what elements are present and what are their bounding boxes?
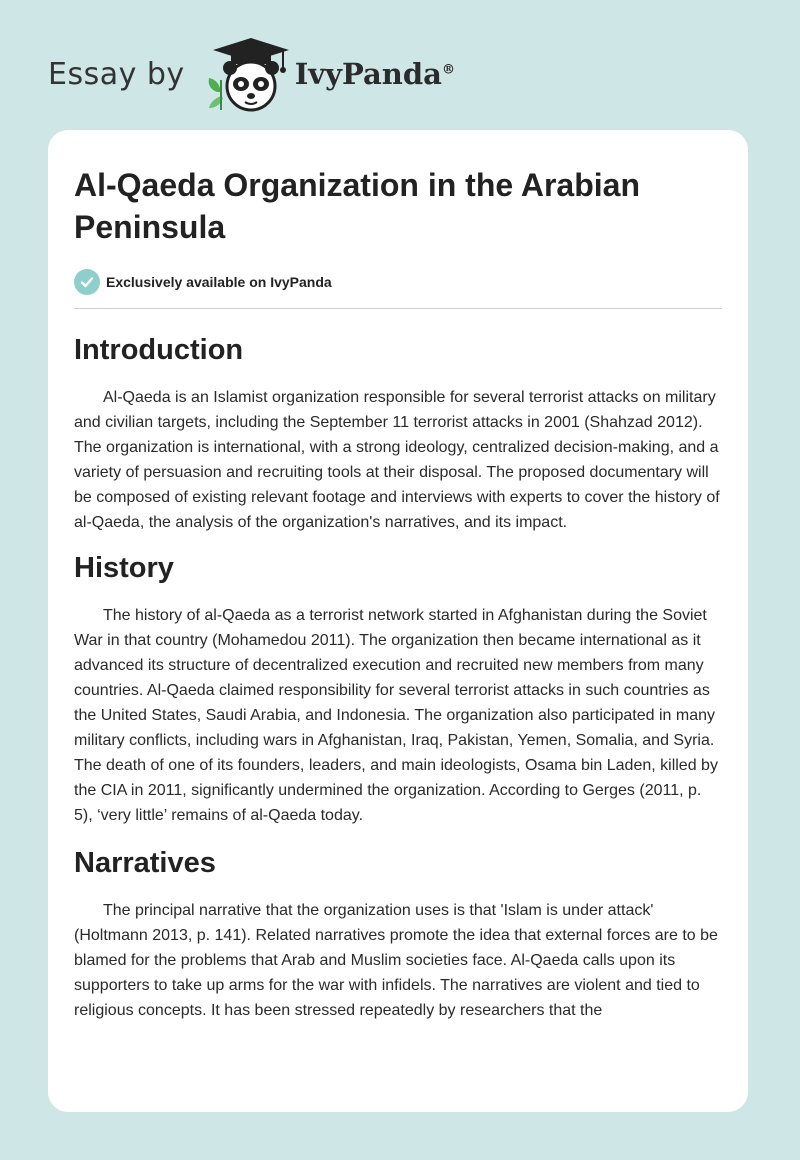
page-title: Al-Qaeda Organization in the Arabian Peninsula: [74, 167, 640, 245]
section-heading-narratives: Narratives: [74, 847, 216, 879]
section-heading-history: History: [74, 552, 174, 584]
panda-logo-icon[interactable]: [199, 34, 291, 114]
section-text-introduction: Al-Qaeda is an Islamist organization responsible for several terrorist attacks on military and civilian targets, including the September 11 terrorist attacks in 2001 (Shahzad 2012). The organization is international, with a strong ideology, centralized decision-making, and a variety of persuasion and recruiting tools at their disposal. The proposed documentary will be composed of existing relevant footage and interviews with experts to cover the history of al-Qaeda, the analysis of the organization's narratives, and its impact.: [74, 389, 720, 531]
section-text-narratives: The principal narrative that the organization uses is that 'Islam is under attack' (Holtmann 2013, p. 141). Related narratives promote the idea that external forces are to be blamed for the problems that Arab and Muslim societies face. Al-Qaeda calls upon its supporters to take up arms for the war with infidels. The narratives are violent and tied to religious concepts. It has been stressed repeatedly by researchers that the: [74, 902, 718, 1019]
divider: [74, 308, 722, 309]
exclusive-badge: [74, 268, 722, 296]
essay-card: [48, 130, 748, 1112]
section-text-history: The history of al-Qaeda as a terrorist network started in Afghanistan during the Soviet War in that country (Mohamedou 2011). The organization then became international as it advanced its structure of decentralized execution and recruited new members from many countries. Al-Qaeda claimed responsibility for several terrorist attacks in such countries as the United States, Saudi Arabia, and Indonesia. The organization also participated in many military conflicts, including wars in Afghanistan, Iraq, Pakistan, Yemen, Somalia, and Syria. The death of one of its founders, leaders, and main ideologists, Osama bin Laden, killed by the CIA in 2011, significantly undermined the organization. According to Gerges (2011, p. 5), ‘very little’ remains of al-Qaeda today.: [74, 607, 718, 824]
brand-name: IvyPanda®: [294, 57, 455, 91]
brand-header: [48, 34, 455, 114]
brand-prefix: Essay by: [48, 56, 185, 92]
section-heading-introduction: Introduction: [74, 334, 244, 366]
badge-text: Exclusively available on IvyPanda: [106, 274, 332, 290]
check-circle-icon: [74, 269, 100, 295]
